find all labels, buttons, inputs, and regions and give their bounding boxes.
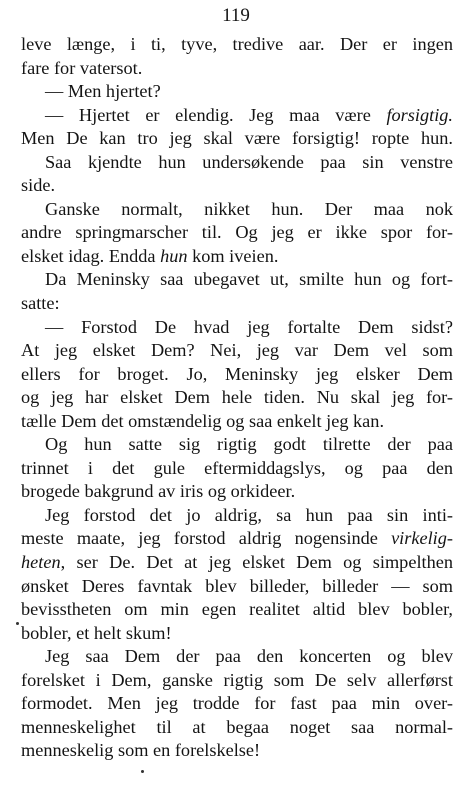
text-line xyxy=(21,480,453,504)
text-line xyxy=(21,268,453,292)
text-line xyxy=(21,245,453,269)
text-run: menneskelighet til at begaa noget saa normal- xyxy=(21,716,453,737)
italic-text: heten xyxy=(21,552,61,573)
text-run: forelsket i Dem, ganske rigtig som De selv allerførst xyxy=(21,669,453,690)
text-run: elsket idag. Endda xyxy=(21,245,161,266)
text-line xyxy=(21,645,453,669)
text-run: Ganske normalt, nikket hun. Der maa nok xyxy=(45,198,453,219)
text-run: og jeg har elsket Dem hele tiden. Nu skal jeg for- xyxy=(21,387,453,408)
text-run: ønsket Deres favntak blev billeder, billeder — som xyxy=(21,575,453,596)
text-line xyxy=(21,457,453,481)
text-run: Men De kan tro jeg skal være forsigtig! ropte hun. xyxy=(21,128,453,149)
text-run: , ser De. Det at jeg elsket Dem og simpelthen xyxy=(60,552,453,573)
text-line xyxy=(21,575,453,599)
text-run: bobler, et helt skum! xyxy=(21,622,172,643)
text-line xyxy=(21,410,453,434)
text-run: — Men hjertet? xyxy=(45,81,161,102)
text-run: kom iveien. xyxy=(187,245,279,266)
text-line xyxy=(21,221,453,245)
text-run: trinnet i det gule eftermiddagslys, og paa den xyxy=(21,457,453,478)
text-run: andre springmarscher til. Og jeg er ikke spor for- xyxy=(21,222,453,243)
text-line xyxy=(21,292,453,316)
text-run: menneskelig som en forelskelse! xyxy=(21,740,261,761)
text-run: Jeg saa Dem der paa den koncerten og blev xyxy=(45,646,453,667)
text-line xyxy=(21,151,453,175)
text-line xyxy=(21,551,453,575)
text-line xyxy=(21,127,453,151)
text-line xyxy=(21,622,453,646)
text-run: satte: xyxy=(21,293,60,314)
text-line xyxy=(21,504,453,528)
text-run: Saa kjendte hun undersøkende paa sin venstre xyxy=(45,151,453,172)
text-run: — Hjertet er elendig. Jeg maa være xyxy=(45,104,387,125)
text-line xyxy=(21,198,453,222)
text-run: — Forstod De hvad jeg fortalte Dem sidst? xyxy=(45,316,453,337)
text-line xyxy=(21,363,453,387)
text-run: bevisstheten om min egen realitet altid blev bobler, xyxy=(21,599,453,620)
text-run: At jeg elsket Dem? Nei, jeg var Dem vel som xyxy=(21,340,453,361)
text-line xyxy=(21,739,453,763)
text-run: side. xyxy=(21,175,56,196)
text-run: brogede bakgrund av iris og orkideer. xyxy=(21,481,296,502)
page-number: 119 xyxy=(222,5,250,26)
ink-speck xyxy=(16,622,19,625)
text-line xyxy=(21,316,453,340)
text-line xyxy=(21,692,453,716)
text-line xyxy=(21,174,453,198)
body-text xyxy=(21,33,453,763)
text-run: Jeg forstod det jo aldrig, sa hun paa sin inti- xyxy=(45,504,453,525)
text-line xyxy=(21,57,453,81)
text-line xyxy=(21,433,453,457)
text-line xyxy=(21,339,453,363)
text-line xyxy=(21,598,453,622)
text-line xyxy=(21,33,453,57)
text-run: Da Meninsky saa ubegavet ut, smilte hun og fort- xyxy=(45,269,453,290)
text-line xyxy=(21,104,453,128)
text-run: ellers for broget. Jo, Meninsky jeg elsker Dem xyxy=(21,363,453,384)
text-run: Og hun satte sig rigtig godt tilrette der paa xyxy=(45,434,453,455)
ink-speck xyxy=(141,770,144,773)
italic-text: forsigtig. xyxy=(386,104,453,125)
text-line xyxy=(21,716,453,740)
text-run: meste maate, jeg forstod aldrig nogensinde xyxy=(21,528,392,549)
text-run: fare for vatersot. xyxy=(21,57,143,78)
italic-text: hun xyxy=(160,245,188,266)
text-line xyxy=(21,669,453,693)
text-run: tælle Dem det omstændelig og saa enkelt jeg kan. xyxy=(21,410,385,431)
text-line xyxy=(21,386,453,410)
text-line xyxy=(21,80,453,104)
text-line xyxy=(21,527,453,551)
italic-text: virkelig- xyxy=(391,528,453,549)
text-run: formodet. Men jeg trodde for fast paa min over- xyxy=(21,693,453,714)
text-run: leve længe, i ti, tyve, tredive aar. Der er ingen xyxy=(21,34,453,54)
